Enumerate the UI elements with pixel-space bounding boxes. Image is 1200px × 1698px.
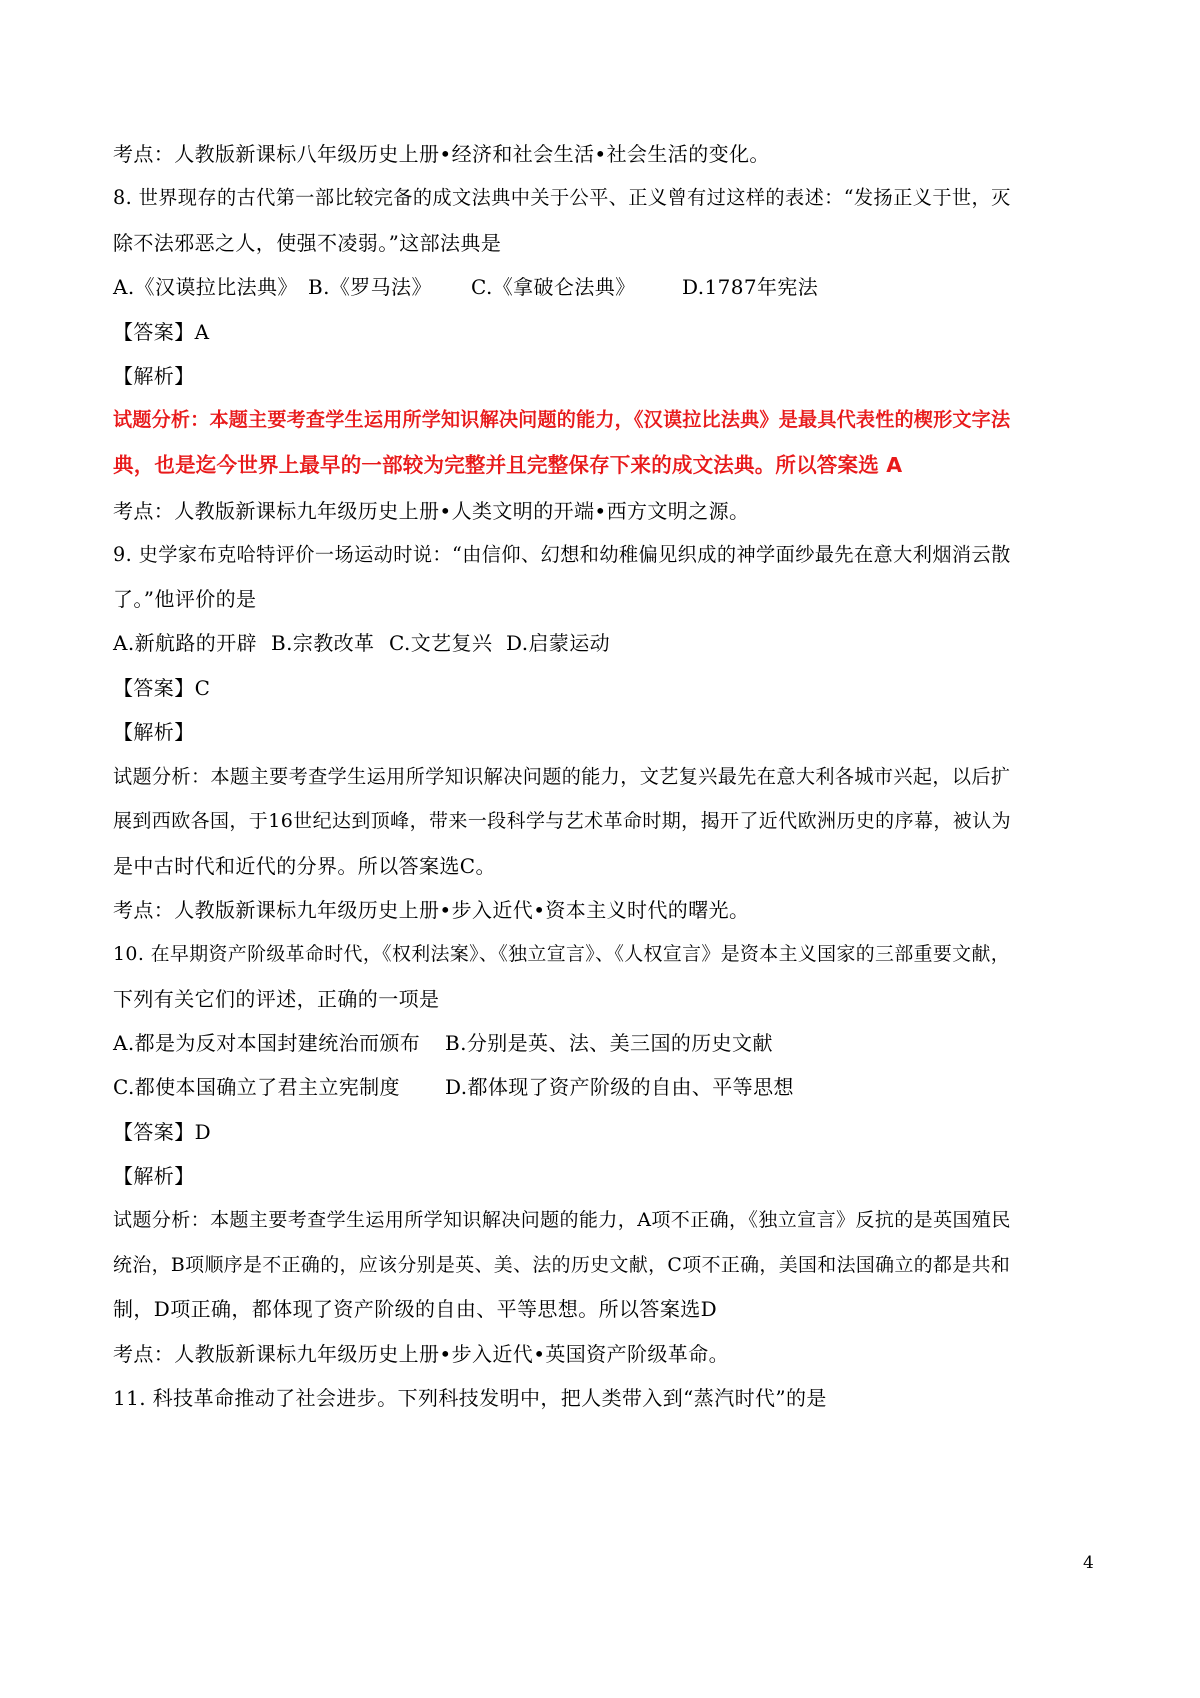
q9-option-d: D.启蒙运动 [506,631,611,655]
question-10-stem-line-1: 10. 在早期资产阶级革命时代，《权利法案》、《独立宣言》、《人权宣言》是资本主义国家的三部重要文献， [113,943,1011,965]
kaodian-previous: 考点：人教版新课标八年级历史上册•经济和社会生活•社会生活的变化。 [113,142,770,166]
q8-option-c: C.《拿破仑法典》 [471,275,636,299]
question-10-stem-line-2: 下列有关它们的评述，正确的一项是 [113,987,440,1011]
question-9-options [113,629,610,657]
q10-kaodian: 考点：人教版新课标九年级历史上册•步入近代•英国资产阶级革命。 [113,1342,729,1366]
q8-analysis-line-1: 试题分析：本题主要考查学生运用所学知识解决问题的能力，《汉谟拉比法典》是最具代表性的楔形文字法 [113,408,1011,431]
q10-answer: 【答案】D [113,1120,212,1144]
question-8-stem-line-1: 8. 世界现存的古代第一部比较完备的成文法典中关于公平、正义曾有过这样的表述：“发扬正义于世，灭 [113,186,1011,209]
q9-jiexi-heading: 【解析】 [113,720,195,744]
q8-option-d: D.1787年宪法 [682,275,819,299]
q9-kaodian: 考点：人教版新课标九年级历史上册•步入近代•资本主义时代的曙光。 [113,898,750,922]
question-9-stem-line-2: 了。”他评价的是 [113,587,257,611]
q9-answer: 【答案】C [113,676,211,700]
question-8-options [113,273,818,301]
page-number: 4 [1083,1553,1094,1573]
question-9-stem-line-1: 9. 史学家布克哈特评价一场运动时说：“由信仰、幻想和幼稚偏见织成的神学面纱最先在意大利烟消云散 [113,543,1011,566]
question-11-stem-line-1: 11. 科技革命推动了社会进步。下列科技发明中，把人类带入到“蒸汽时代”的是 [113,1386,827,1410]
q10-analysis-line-3: 制，D项正确，都体现了资产阶级的自由、平等思想。所以答案选D [113,1297,718,1321]
q10-option-b: B.分别是英、法、美三国的历史文献 [445,1031,773,1055]
q10-option-a: A.都是为反对本国封建统治而颁布 [113,1031,421,1055]
q9-option-c: C.文艺复兴 [389,631,493,655]
q10-option-c: C.都使本国确立了君主立宪制度 [113,1075,400,1099]
q8-answer: 【答案】A [113,320,210,344]
q8-jiexi-heading: 【解析】 [113,364,195,388]
q10-analysis-line-2: 统治，B项顺序是不正确的，应该分别是英、美、法的历史文献，C项不正确，美国和法国确立的都是共和 [113,1254,1011,1276]
q10-analysis-line-1: 试题分析：本题主要考查学生运用所学知识解决问题的能力，A项不正确，《独立宣言》反抗的是英国殖民 [113,1209,1011,1231]
q8-option-a: A.《汉谟拉比法典》 [113,275,298,299]
q9-option-a: A.新航路的开辟 [113,631,258,655]
q10-jiexi-heading: 【解析】 [113,1164,195,1188]
q9-option-b: B.宗教改革 [271,631,375,655]
question-8-stem-line-2: 除不法邪恶之人，使强不凌弱。”这部法典是 [113,231,502,255]
q9-analysis-line-3: 是中古时代和近代的分界。所以答案选C。 [113,854,496,878]
q9-analysis-line-2: 展到西欧各国，于16世纪达到顶峰，带来一段科学与艺术革命时期，揭开了近代欧洲历史的序幕，被认为 [113,810,1011,832]
q8-analysis-line-2: 典，也是迄今世界上最早的一部较为完整并且完整保存下来的成文法典。所以答案选 A [113,453,903,477]
question-10-options-row-1 [113,1029,773,1057]
q10-option-d: D.都体现了资产阶级的自由、平等思想 [445,1075,794,1099]
q8-kaodian: 考点：人教版新课标九年级历史上册•人类文明的开端•西方文明之源。 [113,499,750,523]
q8-option-b: B.《罗马法》 [308,275,432,299]
question-10-options-row-2 [113,1073,794,1101]
q9-analysis-line-1: 试题分析：本题主要考查学生运用所学知识解决问题的能力，文艺复兴最先在意大利各城市兴起，以后扩 [113,765,1011,788]
